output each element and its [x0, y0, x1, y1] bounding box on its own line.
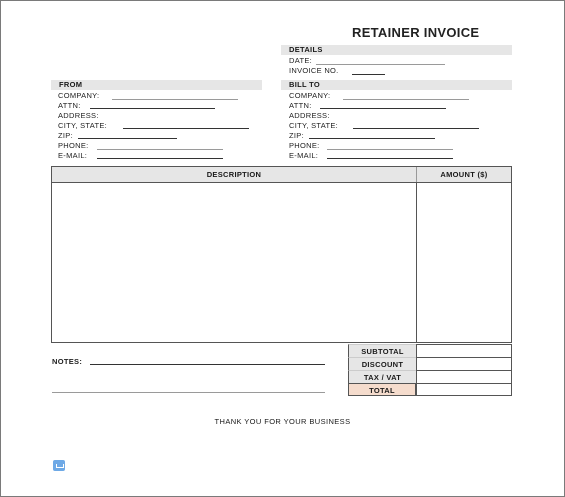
date-field[interactable] [316, 64, 445, 65]
bill-to-attn-label: ATTN: [289, 101, 312, 110]
total-row [348, 383, 512, 396]
from-header: FROM [51, 80, 262, 90]
from-email-label: E-MAIL: [58, 151, 88, 160]
invoice-no-field[interactable] [352, 74, 385, 75]
subtotal-label: SUBTOTAL [348, 344, 416, 357]
from-zip-label: ZIP: [58, 131, 73, 140]
discount-row [348, 357, 512, 370]
bill-to-zip-field[interactable] [309, 138, 435, 139]
invoice-title: RETAINER INVOICE [352, 25, 480, 40]
from-company-label: COMPANY: [58, 91, 100, 100]
description-cell[interactable] [52, 183, 415, 342]
from-attn-label: ATTN: [58, 101, 81, 110]
bill-to-phone-field[interactable] [327, 149, 453, 150]
notes-line-1[interactable] [90, 364, 325, 365]
thank-you-message: THANK YOU FOR YOUR BUSINESS [214, 417, 351, 426]
bill-to-city-state-field[interactable] [353, 128, 479, 129]
table-header [52, 167, 511, 183]
description-header: DESCRIPTION [206, 170, 262, 179]
notes-line-2[interactable] [52, 392, 325, 393]
bill-to-zip-label: ZIP: [289, 131, 304, 140]
from-city-state-label: CITY, STATE: [58, 121, 108, 130]
from-zip-field[interactable] [78, 138, 177, 139]
discount-label: DISCOUNT [348, 357, 416, 370]
edit-icon[interactable] [53, 460, 65, 471]
from-city-state-field[interactable] [123, 128, 249, 129]
subtotal-value[interactable] [416, 344, 512, 357]
from-email-field[interactable] [97, 158, 223, 159]
bill-to-address-label: ADDRESS: [289, 111, 330, 120]
line-items-table [51, 166, 512, 343]
details-header: DETAILS [281, 45, 512, 55]
bill-to-email-label: E-MAIL: [289, 151, 319, 160]
from-address-label: ADDRESS: [58, 111, 99, 120]
amount-cell[interactable] [417, 183, 511, 342]
bill-to-header: BILL TO [281, 80, 512, 90]
amount-header: AMOUNT ($) [440, 170, 488, 179]
total-value[interactable] [416, 383, 512, 396]
from-phone-label: PHONE: [58, 141, 89, 150]
from-attn-field[interactable] [90, 108, 215, 109]
tax-label: TAX / VAT [348, 370, 416, 383]
bill-to-company-field[interactable] [343, 99, 469, 100]
tax-value[interactable] [416, 370, 512, 383]
bill-to-company-label: COMPANY: [289, 91, 331, 100]
discount-value[interactable] [416, 357, 512, 370]
bill-to-attn-field[interactable] [320, 108, 446, 109]
subtotal-row [348, 344, 512, 357]
bill-to-city-state-label: CITY, STATE: [289, 121, 339, 130]
notes-label: NOTES: [52, 357, 83, 366]
bill-to-email-field[interactable] [327, 158, 453, 159]
invoice-no-label: INVOICE NO. [289, 66, 339, 75]
date-label: DATE: [289, 56, 313, 65]
total-label: TOTAL [348, 383, 416, 396]
bill-to-phone-label: PHONE: [289, 141, 320, 150]
tax-row [348, 370, 512, 383]
from-company-field[interactable] [112, 99, 238, 100]
from-phone-field[interactable] [97, 149, 223, 150]
